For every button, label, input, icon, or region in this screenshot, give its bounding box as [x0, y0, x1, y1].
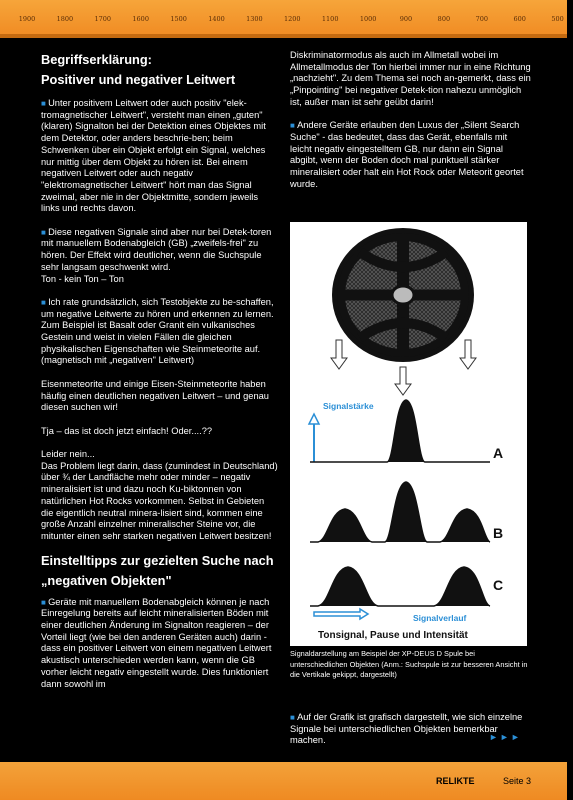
signal-diagram — [290, 222, 527, 646]
heading-leitwert: Positiver und negativer Leitwert — [41, 72, 236, 87]
paragraph: Leider nein... — [41, 449, 95, 460]
left-column — [41, 50, 279, 690]
paragraph: Tja – das ist doch jetzt einfach! Oder....?? — [41, 425, 213, 436]
row-label-a: A — [493, 445, 504, 461]
ruler-label: 1600 — [132, 15, 149, 23]
ruler-label: 1800 — [56, 15, 74, 23]
bullet-square-icon: ■ — [290, 713, 298, 722]
paragraph: Eisenmeteorite und einige Eisen-Steinmeteorite haben häufig einen deutlichen negativen Leitwert – und genau diesen suchen wir! — [41, 378, 269, 413]
ruler-label: 1400 — [208, 15, 225, 23]
bullet-square-icon: ■ — [290, 121, 298, 131]
paragraph: ■ Ich rate grundsätzlich, sich Testobjekte zu be-schaffen, um negative Leitwerte zu hören und erkennen zu lernen. Zum Beispiel ist Basalt oder Granit ein vulkanisches Gestein und weist in vielen Fällen die gleichen physikalischen Eigenschaften wie Steinmeteorite auf. (magnetisch mit „negativen" Leitwert) — [41, 296, 274, 366]
coil-icon — [332, 228, 474, 362]
ruler-label: 1700 — [94, 15, 112, 23]
figure-title: Tonsignal, Pause und Intensität — [318, 630, 468, 641]
ruler-label: 1200 — [284, 15, 301, 23]
page-edge — [567, 0, 573, 800]
figure-caption: Signaldarstellung am Beispiel der XP-DEUS D Spule bei unterschiedlichen Objekten (Anm.: Suchspule ist zur besseren Ansicht in die Vertikale gekippt, dargestellt) — [290, 649, 528, 679]
row-label-b: B — [493, 525, 504, 541]
signal-flow-label: Signalverlauf — [413, 613, 467, 623]
paragraph: ■ Geräte mit manuellem Bodenabgleich können je nach Einregelung bereits auf leicht mineralisierten Böden mit einer deutlichen Änderung im Signalton reagieren – der Vorteil liegt (wie bei den anderen Geräten auch) darin - dass ein positiver Leitwert von einem negativen Leitwert akustisch unterschieden werden kann, wenn die GB vorher leicht negativ eingestellt wurde. Dies funktioniert dann sowohl im — [41, 596, 272, 689]
ruler-label: 1500 — [170, 15, 187, 23]
ruler-label: 1300 — [246, 15, 263, 23]
ruler-label: 700 — [475, 15, 489, 23]
next-arrows-icon[interactable]: ►►► — [489, 732, 522, 742]
page-number: Seite 3 — [503, 776, 532, 786]
paragraph: ■ Unter positivem Leitwert oder auch positiv "elek-tromagnetischer Leitwert", versteht man einen „guten" (klaren) Signalton bei der Detektion eines Objektes mit dem Detektor, oder anders beschrie-ben; beim Schwenken über ein Objekt erfolgt ein Signal, welches nur mittig über dem Objekt zu hören ist. Bei einem negativen Leitwert oder auch negativ "elektromagnetischer Leitwert" hört man das Signal zweimal, aber nie in der Objektmitte, sondern jeweils links und rechts davon. — [41, 98, 266, 214]
ruler-label: 500 — [551, 15, 564, 23]
row-label-c: C — [493, 577, 504, 593]
brand-name: RELIKTE — [436, 776, 475, 786]
signal-diagram-svg — [290, 222, 527, 646]
bullet-square-icon: ■ — [41, 597, 49, 607]
paragraph: Ton - kein Ton – Ton — [41, 273, 124, 284]
ruler-label: 800 — [437, 15, 451, 23]
ruler-label: 1000 — [359, 15, 377, 23]
ruler-label: 1900 — [18, 15, 36, 23]
heading-tips: Einstelltipps zur gezielten Suche nach „negativen Objekten" — [41, 552, 274, 588]
ruler-label: 600 — [513, 15, 526, 23]
header-divider — [0, 34, 573, 38]
year-ruler — [0, 0, 573, 38]
bullet-square-icon: ■ — [41, 297, 49, 307]
signal-strength-label: Signalstärke — [323, 401, 374, 411]
paragraph: Diskriminatormodus als auch im Allmetall wobei im Allmetallmodus der Ton hierbei immer nur in eine Richtung „nachzieht". Zu dem Thema sei noch an-gemerkt, dass ein „Pinpointing" bei negativer Detek-tion nahezu unmöglich ist, außer man ist sehr geübt darin! — [290, 50, 531, 107]
top-header-bar — [0, 0, 573, 38]
paragraph: ■ Auf der Grafik ist grafisch dargestellt, wie sich einzelne Signale bei unterschiedlichen Objekten bemerkbar machen. — [290, 712, 523, 746]
bullet-square-icon: ■ — [41, 227, 49, 237]
footer-bar — [0, 762, 573, 800]
bullet-square-icon: ■ — [41, 99, 49, 108]
paragraph: ■ Diese negativen Signale sind aber nur bei Detek-toren mit manuellem Bodenabgleich (GB) „zweifels-frei" zu hören. Der Effekt wird deutlicher, wenn die Suchspule sehr langsam geschwenkt wird. — [41, 226, 272, 272]
heading-definition: Begriffserklärung: — [41, 52, 152, 67]
paragraph: ■ Andere Geräte erlauben den Luxus der „Silent Search Suche" - das bedeutet, dass das Gerät, ebenfalls mit leicht negativ eingestelltem GB, nur dann ein Signal abgibt, wenn der Boden doch mal punktuell stärker mineralisiert oder halt ein Hot Rock oder Meteorit geortet wurde. — [290, 120, 524, 189]
row-b — [310, 482, 503, 542]
ruler-label: 900 — [399, 15, 413, 23]
row-c — [310, 567, 503, 606]
right-column — [290, 50, 531, 190]
signal-flow-arrow — [314, 609, 467, 623]
ruler-label: 1100 — [321, 15, 339, 23]
paragraph: Das Problem liegt darin, dass (zumindest in Deutschland) über ¾ der Landfläche mehr oder minder – negativ mineralisiert ist und dazu noch Ku-biktonnen von natürlichen Hot Rocks vorkommen. Selbst in Gebieten die eigentlich neutral minera-lisiert sind, kommen eine große Anzahl einzelner mineralischer Steine vor, die mitunter einen sehr starken negativen Leitwert besitzen! — [41, 460, 278, 541]
signal-axis — [309, 401, 374, 462]
